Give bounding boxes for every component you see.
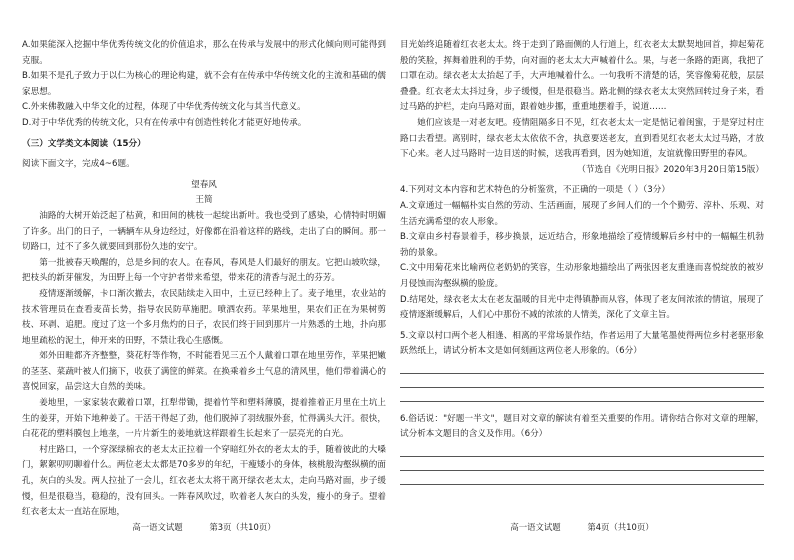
answer-line[interactable] <box>400 373 764 374</box>
story-source: （节选自《光明日报》2020年3月20日第15版） <box>577 164 764 175</box>
answer-line[interactable] <box>400 401 764 402</box>
answer-line[interactable] <box>400 456 764 457</box>
question-4-option-b: B.文章由乡村春景着手，移步换景，远近结合，形象地描绘了疫情缓解后乡村中的一幅幅生机勃勃的景象。 <box>400 232 764 258</box>
question-6: 6.俗话说："好题一半文"，题目对文章的解读有着至关重要的作用。请你结合你对文章的理解，试分析本文题目的含义及作用。（6分） <box>400 413 764 440</box>
question-4-option-a: A.文章通过一幅幅朴实自然的劳动、生活画面，展现了乡间人们的一个个勤劳、淳朴、乐观、对生活充满希望的农人形象。 <box>400 200 764 227</box>
prev-option-b: B.如果不是孔子致力于以仁为核心的理论构建，就不会有在传承中华传统文化的主流和基础的儒家思想。 <box>22 71 386 97</box>
prev-option-c: C.外来佛教融入中华文化的过程，体现了中华优秀传统文化与其当代意义。 <box>22 102 306 113</box>
left-column <box>22 38 386 521</box>
story-paragraph: 疫情逐渐缓解，卡口渐次撤去，农民陆续走入田中，土豆已经种上了。麦子地里，农业站的技术管理员在查看麦苗长势，指导农民防草施肥。喷洒农药。苹果地里，果农们正在为果树剪枝、环剥、追肥。度过了这一个多月焦灼的日子，农民们终于回到那片一片熟悉的土地，扑向那地里疏松的泥土，伸开来的田野，不禁让我心生感慨。 <box>22 288 386 346</box>
story-author: 王简 <box>195 195 213 206</box>
prev-option-a: A.如果能深入挖掘中华优秀传统文化的价值追求，那么在传承与发展中的形式化倾向则可能得到克服。 <box>22 40 386 66</box>
answer-line[interactable] <box>400 484 764 485</box>
story-paragraph: 村庄路口，一个穿深绿棉衣的老太太正拉着一个穿暗红外衣的老太太的手，随着彼此的大嗓门，絮絮叨叨聊着什么。两位老太太都是70多岁的年纪，干瘦矮小的身体，核桃般沟壑纵横的面孔，灰白的头发。两人拉扯了一会儿，红衣老太太将干离开绿衣老太太，走向马路对面，步子缓慢，但是很稳当，稳稳的，没有回头。一阵春风吹过，吹着老人灰白的头发，瘦小的身子。望着红衣老太太一直站在原地， <box>22 444 386 518</box>
left-footer <box>22 521 386 533</box>
right-footer <box>400 521 764 533</box>
section-heading: （三）文学类文本阅读（15分） <box>22 138 146 149</box>
answer-line[interactable] <box>400 387 764 388</box>
story-paragraph: 郊外田畦都齐齐整整，葵花籽等作物，不时能看见三五个人戴着口罩在地里劳作，苹果把嫩的茎茎、菜蔬叶被人们摘下，收获了满筐的鲜菜。在换乘着乡土气息的清风里，他们带着满心的喜悦回家，品尝这大自然的美味。 <box>22 351 386 393</box>
footer-subject: 高一语文试题 <box>132 522 183 532</box>
story-title: 望春风 <box>191 179 217 190</box>
footer-page-number: 第4页（共10页） <box>587 522 654 532</box>
story-paragraph: 目光始终追随着红衣老太太。终于走到了路面侧的人行道上，红衣老太太默契地回首，抑起菊花般的笑脸，挥舞着胜利的手势，向对面的老太太大声喊着什么。果，与老一条路的距离，我把了口罩在动。绿衣老太太抬起了手，大声地喊着什么。一句我听不清楚的话，笑容像菊花般，层层叠叠。红衣老太太抖过身，步子缓慢，但是很稳当。路北侧的绿衣老太太突然回转过身子来，看过马路的护栏，走向马路对面，跟着她步挪，重重地摆着手，说道…… <box>400 40 764 113</box>
story-paragraph: 姜地里，一家家装农戴着口罩，扛犁带锄，提着竹竿和塑料薄膜，提着推着正月里在土坑上生的姜芽，开始下地种姜了。干活干得起了劲，他们脱掉了羽绒服外套，忙得满头大汗。很快，白花花的塑料膜包上地垄，一片片新生的姜地就这样跟着生长起来了一层亮光的白光。 <box>22 398 386 440</box>
question-4-option-d: D.结尾处，绿衣老太太在老友温暖的目光中走得镇静而从容，体现了老友间浓浓的情谊，展现了疫情逐渐缓解后，人们心中那份不减的浓浓的人情美，深化了文章主旨。 <box>400 294 764 321</box>
story-paragraph: 她们应该是一对老友吧。疫情阻隔多日不见，红衣老太太一定是惦记着闺蜜，于是穿过村庄路口去看望。离别时，绿衣老太太依依不舍，执意要送老友，直到看见红衣老太太过马路，才放下心来。老人过马路时一边目送的时候，送我再看到，因为她知道，友谊就像田野里的春风。 <box>400 117 764 160</box>
question-4-option-c: C.文中用菊花来比喻两位老奶奶的笑容，生动形象地描绘出了两张因老友重逢而喜悦绽放的被岁月侵蚀而沟壑纵横的脸庞。 <box>400 263 764 289</box>
story-paragraph: 油路的大树开始泛起了枯黄，和田间的桃枝一起绽出新叶。我也受到了感染，心情特时明媚了许多。出门的日子，一辆辆车从身边经过，好像都在沿着这样的路线，走出了白的瞬间。那一切路口，过不了多久就要回到那份久违的安宁。 <box>22 210 386 253</box>
story-paragraph: 第一批被春天唤醒的，总是乡间的农人。在春风，春风是人们最好的朋友。它把山坡吹绿，把枝头的新芽催发，为田野上每一个守护者带来希望，带来花的清香与泥土的芬芳。 <box>22 257 386 284</box>
question-5: 5.文章以村口两个老人相逢、相离的平常场景作结，作者运用了大量笔墨使得两位乡村老驱形象跃然纸上，请试分析本文是如何刻画这两位老人形象的。（6分） <box>400 330 764 357</box>
footer-page-number: 第3页（共10页） <box>209 522 276 532</box>
answer-line[interactable] <box>400 470 764 471</box>
footer-subject: 高一语文试题 <box>510 522 561 532</box>
prev-option-d: D.对于中华优秀的传统文化，只有在传承中有创造性转化才能更好地传承。 <box>22 117 307 128</box>
section-intro: 阅读下面文字，完成4~6题。 <box>22 159 135 170</box>
right-column <box>400 38 764 485</box>
question-4-stem: 4.下列对文本内容和艺术特色的分析鉴赏，不正确的一项是（ ）（3分） <box>400 185 670 196</box>
